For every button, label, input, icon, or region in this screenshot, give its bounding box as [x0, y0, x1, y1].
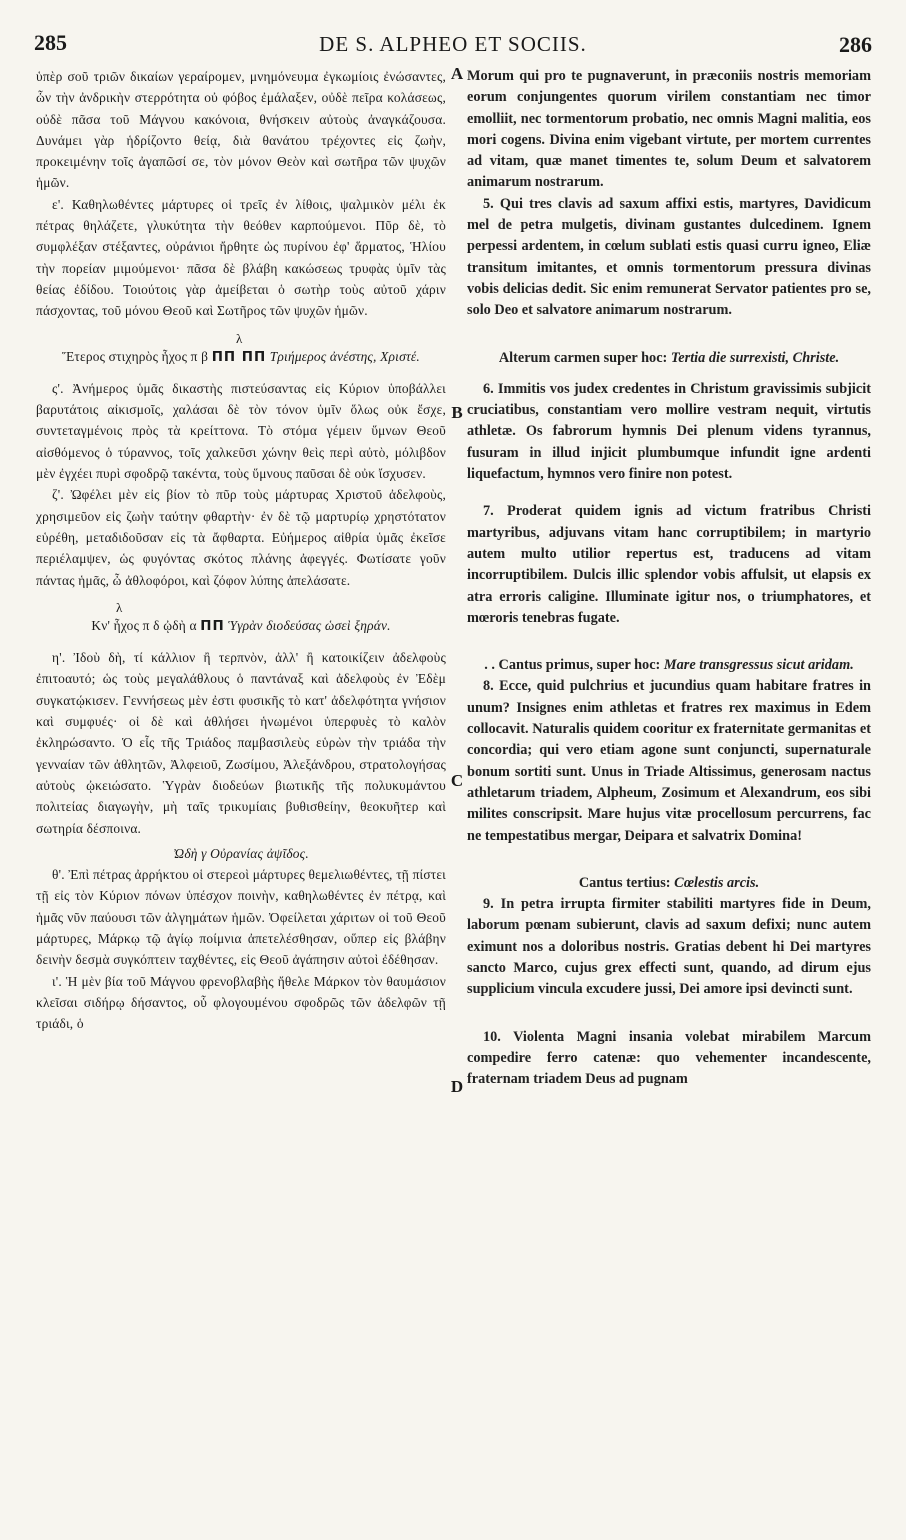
greek-column — [36, 66, 446, 1034]
latin-heading-1-title: Tertia die surrexisti, Christe. — [670, 349, 840, 366]
latin-paragraph-7: 10. Violenta Magni insania volebat mirabilem Marcum compedire ferro catenæ: quo vehementer incandescente, fraternam triadem Deus ad pugnam — [467, 1028, 871, 1088]
neume-lambda-2: λ — [116, 599, 123, 615]
greek-heading-1-title: Τριήμερος ἀνέστης, Χριστέ. — [269, 348, 420, 364]
latin-paragraph-4: 7. Proderat quidem ignis ad victum fratribus Christi martyribus, adjuvans vitam hanc corruptibilem; in martyrio autem multo utilior repertus est, traducens ad vitam incorruptibilem. Dulcis illic splendor vobis affulsit, ut elapsis ex atra erroris caligine. Illuminate igitur nos, o triumphatores, et mœroris tenebras fugate. — [467, 503, 871, 626]
neume-sign-1: ΠΠ ΠΠ — [211, 349, 267, 365]
latin-heading-3-prefix: Cantus tertius: — [578, 874, 671, 891]
margin-letter-a: A — [450, 64, 464, 83]
greek-paragraph-3: ς'. Ἀνήμερος ὑμᾶς δικαστὴς πιστεύσαντας εἰς Κύριον ὑποβάλλει βαρυτάτοις αἰκισμοῖς, χαλάσαι δὲ τὸν τόνον ὑμῖν ὅλως οὐκ ἔσχε, συντεταγμένοις πρὸς τὰ κρείττονα. Τὸ στόμα γέμειν ὕμνων Θεοῦ αἰσθόμενος ὁ τύραννος, τοῖς χαλκεῦσι χώνην θεὶς περὶ αὐτὸ, μόλιβδον μὲν ἐγχέει πυρὶ σφοδρῷ τακέντα, τοὺς ὕμνους παῦσαι δὲ οὐκ ἴσχυσεν. — [36, 380, 446, 482]
greek-heading-2 — [36, 615, 446, 637]
page-number-right: 286 — [839, 32, 872, 57]
page-header — [34, 30, 872, 60]
latin-column — [467, 66, 871, 1090]
greek-paragraph-4: ζ'. Ὠφέλει μὲν εἰς βίον τὸ πῦρ τοὺς μάρτυρας Χριστοῦ ἀδελφοὺς, χρησιμεῦον εἰς ζωὴν ταύτην φθαρτὴν· ἐν δὲ τῷ μαρτυρίῳ χρηστότατον εὑρέθη, μεταδιδοῦσαν εἰς τὰ ἄφθαρτα. Εὐήμερος αἰθρία ὑμᾶς ἐκεῖσε περιέλαμψεν, ὡς φυγόντας σκότος πλάνης ἀφεγγές. Φωτίσατε γοῦν πάντας ἡμᾶς, ὦ ἀθλοφόροι, καὶ ζόφον λύπης ἀπελάσατε. — [36, 487, 446, 588]
running-title: DE S. ALPHEO ET SOCIIS. — [319, 32, 587, 56]
margin-letter-b: B — [451, 403, 463, 422]
greek-paragraph-2: ε'. Καθηλωθέντες μάρτυρες οἱ τρεῖς ἐν λίθοις, ψαλμικὸν μέλι ἐκ πέτρας θηλάζετε, γλυκύτητα τὴν θεόθεν καρπούμενοι. Πῦρ δὲ, τὸ συμφλέξαν στέξαντες, οὐράνιοι ἤρθητε ὡς πυρίνου ἐφ' ἅρματος, Ἡλίου τὴν πορείαν μιμούμενοι· πᾶσα δὲ βλάβη κακώσεως τρυφὰς ὑμῖν τὰς θείας ἐδίδου. Τοιούτοις γὰρ ἀμείβεται ὁ σωτὴρ τοὺς αὐτοῦ χάριν πάσχοντας, τοῦ μόνου Θεοῦ καὶ Σωτῆρος τῶν ψυχῶν ἡμῶν. — [36, 196, 446, 319]
latin-heading-1 — [467, 348, 871, 369]
greek-heading-3: Ὠδὴ γ Οὐρανίας ἀψῖδος. — [173, 845, 309, 861]
latin-paragraph-3: 6. Immitis vos judex credentes in Christum gravissimis subjicit cruciatibus, constantiam vero mollire vestram nequit, virtutis athletæ. Os fabrorum hymnis Dei plenum videns tyrannus, fusuram in illud injicit plumbumque infundit igne ardenti liquefactum, hymnos vero finire non potest. — [467, 380, 871, 483]
latin-heading-2 — [467, 655, 871, 676]
latin-paragraph-2: 5. Qui tres clavis ad saxum affixi estis, martyres, Davidicum mel de petra mulgetis, divinam gustantes dulcedinem. Ignem perpessi ardentem, in cœlum sublati estis quasi curru igneo, Eliæ transitum imitantes, et omnis tormentorum pressura divinas vobis delicias dedit. Sic enim remunerat Servator patientes pro se, solo Deo et salvatore animarum nostrarum. — [467, 195, 871, 319]
margin-letter-c: C — [450, 771, 464, 790]
latin-heading-3 — [467, 873, 871, 894]
greek-paragraph-1: ὑπὲρ σοῦ τριῶν δικαίων γεραίρομεν, μνημόνευμα ἐγκωμίοις ἐνώσαντες, ὧν τὴν ἀνδρικὴν στερρότητα οὐ φόβος ἐμάλαξεν, οὐδὲ πεῖρα κολάσεως, οὐδὲ πᾶσα τοῦ Μάγνου κακόνοια, θνήσκειν αὐτοὺς ἀναγκάζουσα. Δυνάμει γὰρ ἡδρίζοντο θείᾳ, διὰ θανάτου τρέχοντες εἰς ζωὴν, προκειμένην τοῖς ἀγαπῶσί σε, τὸν μόνον Θεὸν καὶ σωτῆρα τῶν ψυχῶν ἡμῶν. — [36, 69, 446, 191]
greek-heading-1-prefix: Ἕτερος στιχηρὸς ἦχος π β — [62, 348, 209, 364]
neume-sign-2: ΠΠ — [200, 618, 225, 634]
latin-paragraph-5: 8. Ecce, quid pulchrius et jucundius quam habitare fratres in unum? Insignes enim athletas et fratres rex maximus in Edem collocavit. Naturalis quidem cooritur ex fraternitate germanitas et concordia; qui vero etiam agone sunt conjuncti, supernaturale bonum sortiti sunt. Unus in Triade Altissimus, generosam nactus athletarum triadem, Alpheum, Zosimum et Alexandrum, eos sibi milites conscripsit. Mare hujus vitæ procellosum percurrens, fac ne tempestatibus mergar, Deipara et salvatrix Domina! — [467, 678, 871, 844]
greek-heading-2-prefix: Κν' ἦχος π δ ᾠδὴ α — [91, 617, 197, 633]
latin-paragraph-6: 9. In petra irrupta firmiter stabiliti martyres fide in Deum, laborum pœnam subierunt, clavis ad saxum defixi; nunc autem eximunt nos a doloribus nostris. Gratias debent hi Dei martyres sancto Marco, cujus grex effecti sunt, quando, ad dirum ejus supplicium vincula excudere jussi, Dei amore ipsi devincti sunt. — [467, 896, 871, 998]
latin-heading-3-title: Cœlestis arcis. — [674, 874, 760, 891]
greek-paragraph-6: θ'. Ἐπὶ πέτρας ἀρρήκτου οἱ στερεοὶ μάρτυρες θεμελιωθέντες, τῇ πίστει τῇ εἰς τὸν Κύριον πόνων ὑπέσχον ποινὴν, καθηλωθέντες ἐν πέτρᾳ, καὶ ἡμᾶς νῦν παύουσι τῶν ἀλγημάτων ἡμῶν. Ὀφείλεται χάριτων οἱ τοῦ Θεοῦ μάρτυρες, Μάρκῳ τῷ ἁγίῳ ποίμνια ἀπετελέσθησαν, οὕπερ εἰς βλάβην δεινὴν δεσμὰ συγκόπτειν ταχθέντες, εἰς Θεοῦ ἀγάπησιν αὐτοὶ ἐδέθησαν. — [36, 867, 446, 968]
latin-heading-2-title: Mare transgressus sicut aridam. — [663, 657, 854, 674]
greek-paragraph-5: η'. Ἰδοὺ δὴ, τί κάλλιον ἢ τερπνὸν, ἀλλ' ἢ κατοικίζειν ἀδελφοὺς ἐπιτοαυτό; ὡς τοὺς μεγαλάθλους ὁ παντάναξ καὶ ἀδελφοὺς ἐν Ἐδὲμ συγκατῴκισεν. Γεννήσεως μὲν ἐστι φυσικῆς τὸ κατ' ἀδελφότητα γνήσιον καὶ συμφυές· οἱ δὲ καὶ ἀθλήσει ἡνωμένοι ὑπερφυὲς τὸ καλὸν ἐκληρώσαντο. Ὁ εἷς τῆς Τριάδος παμβασιλεὺς εὑρὼν τὴν τριάδα τὴν γενναίαν τῶν ἀθλητῶν, Ἀλφειοῦ, Ζωσίμου, Ἀλεξάνδρου, στρατολογήσας αὐτοὺς ᾠκειώσατο. Ὑγρὰν διοδεύων βιωτικῆς τῆς πολυκυμάντου πολιτείας διαγωγὴν, μὴ ταῖς τρικυμίαις βυθισθείην, θεοκυῆτερ καὶ σωτηρία δέσποινα. — [36, 650, 446, 836]
latin-heading-1-prefix: Alterum carmen super hoc: — [498, 349, 668, 366]
latin-heading-2-prefix: . . Cantus primus, super hoc: — [484, 657, 661, 674]
latin-paragraph-1: Morum qui pro te pugnaverunt, in præconiis nostris memoriam eorum conjungentes quorum virilem constantiam nec timor emolliit, nec tormentorum probatio, nec omnis Magni malitia, eos mori cogens. Divina enim vigebant virtute, per mortem currentes ad vitam, quæ manet timentes te, solum Deum et salvatorem animarum nostrarum. — [467, 68, 871, 191]
greek-paragraph-7: ι'. Ἡ μὲν βία τοῦ Μάγνου φρενοβλαβὴς ἤθελε Μάρκον τὸν θαυμάσιον κλεῖσαι σιδήρῳ δήσαντος, οὗ φλογουμένου σφοδρῶς τῶν ἀδελφῶν τῇ τριάδι, ὁ — [36, 973, 446, 1032]
greek-heading-2-title: Ὑγρὰν διοδεύσας ὡσεὶ ξηράν. — [228, 617, 391, 633]
greek-heading-1 — [36, 346, 446, 368]
page-number-left: 285 — [34, 30, 67, 55]
margin-letter-d: D — [450, 1077, 464, 1096]
neume-lambda-1: λ — [236, 330, 243, 346]
